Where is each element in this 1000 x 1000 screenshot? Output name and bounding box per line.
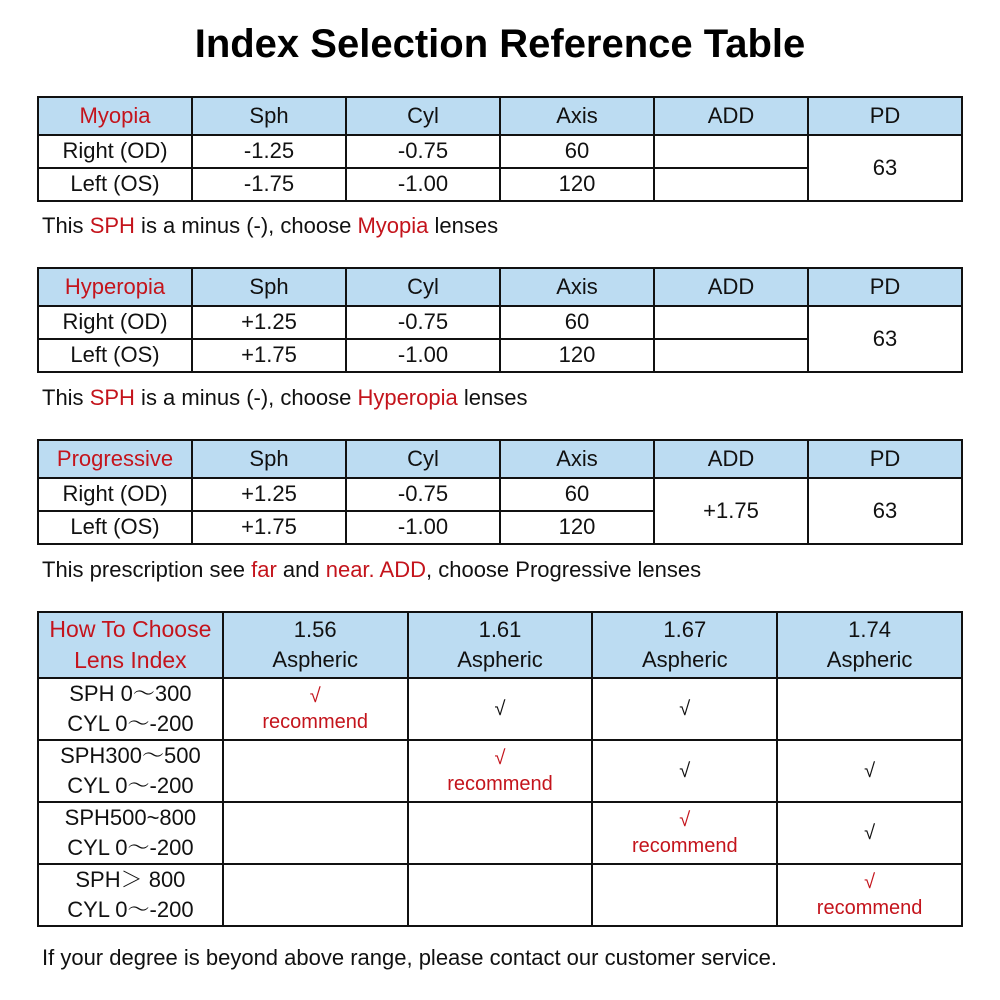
col-pd-header: PD xyxy=(808,268,962,306)
col-sph-header: Sph xyxy=(192,97,346,135)
hyperopia-label: Hyperopia xyxy=(38,268,192,306)
cyl-value: -1.00 xyxy=(346,168,500,201)
cyl-value: -0.75 xyxy=(346,478,500,511)
table-row xyxy=(38,864,962,926)
col-add-header: ADD xyxy=(654,268,808,306)
check-icon: √ xyxy=(864,759,876,782)
recommend-cell xyxy=(777,864,962,926)
pd-value: 63 xyxy=(808,478,962,544)
table-row xyxy=(38,740,962,802)
range-cell: SPH＞ 800 CYL 0～-200 xyxy=(38,864,223,926)
check-icon: √ xyxy=(309,685,321,707)
col-add-header: ADD xyxy=(654,440,808,478)
empty-cell xyxy=(223,864,408,926)
check-icon: √ xyxy=(494,697,506,720)
add-value: +1.75 xyxy=(654,478,808,544)
myopia-table xyxy=(37,96,963,202)
progressive-note: This prescription see far and near. ADD, choose Progressive lenses xyxy=(42,557,702,582)
index-col-161: 1.61 Aspheric xyxy=(408,612,593,678)
page-title: Index Selection Reference Table xyxy=(194,22,806,66)
axis-value: 120 xyxy=(500,339,654,372)
col-pd-header: PD xyxy=(808,97,962,135)
lens-index-table xyxy=(37,611,963,927)
sph-value: +1.25 xyxy=(192,478,346,511)
col-pd-header: PD xyxy=(808,440,962,478)
eye-label: Right (OD) xyxy=(38,306,192,339)
check-cell xyxy=(777,740,962,802)
eye-label: Left (OS) xyxy=(38,339,192,372)
recommend-label: recommend xyxy=(262,711,368,733)
add-value-empty xyxy=(654,339,808,372)
index-table-corner: How To Choose Lens Index xyxy=(38,612,223,678)
myopia-label: Myopia xyxy=(38,97,192,135)
check-icon: √ xyxy=(679,809,691,831)
check-cell xyxy=(592,740,777,802)
check-icon: √ xyxy=(864,821,876,844)
footer-note: If your degree is beyond above range, please contact our customer service. xyxy=(42,945,777,970)
empty-cell xyxy=(777,678,962,740)
recommend-cell xyxy=(223,678,408,740)
hyperopia-note: This SPH is a minus (-), choose Hyperopia lenses xyxy=(42,385,528,410)
col-sph-header: Sph xyxy=(192,268,346,306)
check-cell xyxy=(408,678,593,740)
axis-value: 60 xyxy=(500,306,654,339)
range-cell: SPH300～500 CYL 0～-200 xyxy=(38,740,223,802)
recommend-label: recommend xyxy=(816,897,923,919)
cyl-value: -0.75 xyxy=(346,135,500,168)
pd-value: 63 xyxy=(808,135,962,201)
check-icon: √ xyxy=(494,747,506,769)
index-col-156: 1.56 Aspheric xyxy=(223,612,408,678)
cyl-value: -1.00 xyxy=(346,339,500,372)
empty-cell xyxy=(223,740,408,802)
table-row xyxy=(38,135,962,168)
axis-value: 120 xyxy=(500,511,654,544)
recommend-cell xyxy=(592,802,777,864)
sph-value: -1.75 xyxy=(192,168,346,201)
add-value-empty xyxy=(654,168,808,201)
col-axis-header: Axis xyxy=(500,268,654,306)
check-icon: √ xyxy=(679,759,691,782)
sph-value: +1.75 xyxy=(192,339,346,372)
recommend-label: recommend xyxy=(631,835,738,857)
check-icon: √ xyxy=(679,697,691,720)
col-axis-header: Axis xyxy=(500,440,654,478)
col-axis-header: Axis xyxy=(500,97,654,135)
axis-value: 120 xyxy=(500,168,654,201)
col-add-header: ADD xyxy=(654,97,808,135)
axis-value: 60 xyxy=(500,135,654,168)
index-col-167: 1.67 Aspheric xyxy=(592,612,777,678)
table-row xyxy=(38,678,962,740)
table-header-row xyxy=(38,268,962,306)
table-row xyxy=(38,306,962,339)
col-cyl-header: Cyl xyxy=(346,268,500,306)
pd-value: 63 xyxy=(808,306,962,372)
cyl-value: -1.00 xyxy=(346,511,500,544)
table-header-row xyxy=(38,612,962,678)
table-header-row xyxy=(38,440,962,478)
empty-cell xyxy=(223,802,408,864)
add-value xyxy=(654,135,808,168)
progressive-label: Progressive xyxy=(38,440,192,478)
eye-label: Left (OS) xyxy=(38,511,192,544)
check-cell xyxy=(777,802,962,864)
sph-value: -1.25 xyxy=(192,135,346,168)
empty-cell xyxy=(592,864,777,926)
col-sph-header: Sph xyxy=(192,440,346,478)
col-cyl-header: Cyl xyxy=(346,440,500,478)
recommend-cell xyxy=(408,740,593,802)
axis-value: 60 xyxy=(500,478,654,511)
add-value xyxy=(654,306,808,339)
col-cyl-header: Cyl xyxy=(346,97,500,135)
range-cell: SPH500~800 CYL 0～-200 xyxy=(38,802,223,864)
cyl-value: -0.75 xyxy=(346,306,500,339)
table-header-row xyxy=(38,97,962,135)
myopia-note: This SPH is a minus (-), choose Myopia lenses xyxy=(42,213,499,238)
table-row xyxy=(38,802,962,864)
check-icon: √ xyxy=(864,871,876,893)
progressive-table xyxy=(37,439,963,545)
index-col-174: 1.74 Aspheric xyxy=(777,612,962,678)
hyperopia-table xyxy=(37,267,963,373)
eye-label: Right (OD) xyxy=(38,135,192,168)
empty-cell xyxy=(408,802,593,864)
eye-label: Right (OD) xyxy=(38,478,192,511)
recommend-label: recommend xyxy=(447,773,553,795)
check-cell xyxy=(592,678,777,740)
sph-value: +1.25 xyxy=(192,306,346,339)
empty-cell xyxy=(408,864,593,926)
table-row xyxy=(38,478,962,511)
eye-label: Left (OS) xyxy=(38,168,192,201)
sph-value: +1.75 xyxy=(192,511,346,544)
range-cell: SPH 0～300 CYL 0～-200 xyxy=(38,678,223,740)
